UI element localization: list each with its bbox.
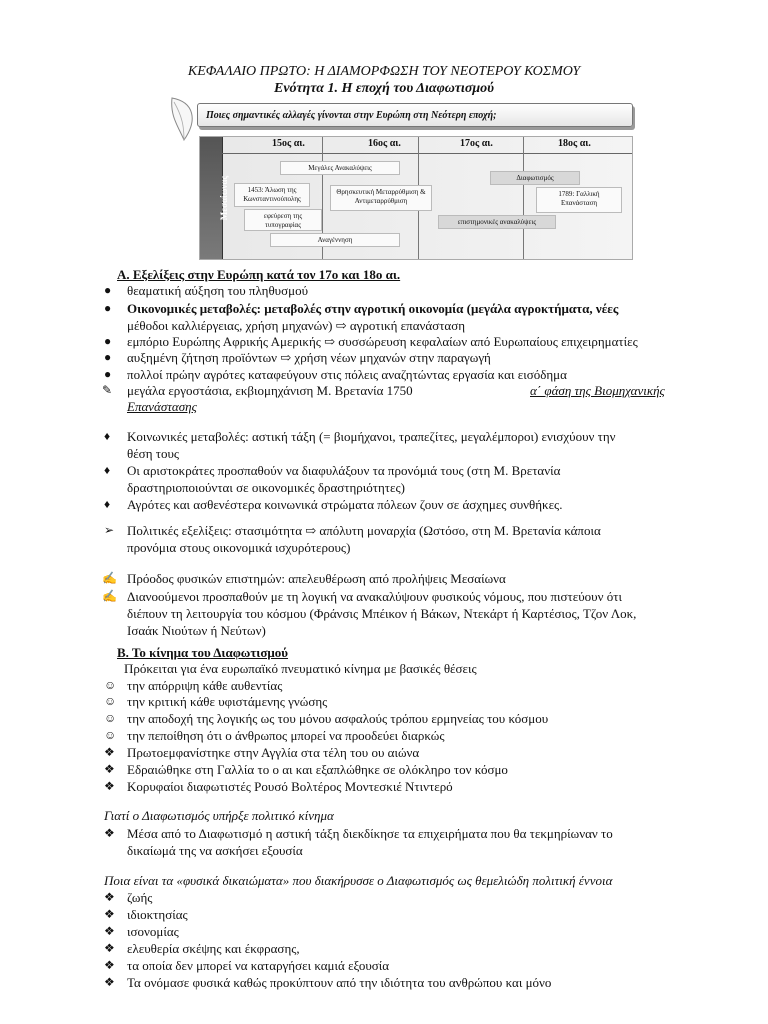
list-item: α΄ φάση της Βιομηχανικής <box>530 383 665 398</box>
list-item: δραστηριοποιούνται σε οικονομικές δραστηριότητες) <box>127 480 405 495</box>
list-item: Κορυφαίοι διαφωτιστές Ρουσό Βολτέρος Μοντεσκιέ Ντιντερό <box>127 779 453 794</box>
century-16: 16ος αι. <box>368 138 401 149</box>
timeline-century-header <box>222 137 632 154</box>
list-item: ζωής <box>127 890 153 905</box>
list-item: μεγάλα εργοστάσια, εκβιομηχάνιση Μ. Βρετανία 1750 <box>127 383 413 398</box>
list-item: την αποδοχή της λογικής ως του μόνου ασφαλούς τρόπου ερμηνείας του κόσμου <box>127 711 549 726</box>
box-enlightenment: Διαφωτισμός <box>490 171 580 185</box>
chapter-title: ΚΕΦΑΛΑΙΟ ΠΡΩΤΟ: Η ΔΙΑΜΟΡΦΩΣΗ ΤΟΥ ΝΕΟΤΕΡΟΥ ΚΟΣΜΟΥ <box>187 64 581 79</box>
smiley-icon: ☺ <box>104 678 117 692</box>
century-15: 15ος αι. <box>272 138 305 149</box>
smiley-icon: ☺ <box>104 728 117 742</box>
bullet-icon: ● <box>104 367 112 381</box>
list-item: ιδιοκτησίας <box>127 907 188 922</box>
clover-icon: ❖ <box>104 941 115 955</box>
pen-icon: ✍ <box>102 589 117 603</box>
list-item: Διανοούμενοι προσπαθούν με τη λογική να ανακαλύψουν φυσικούς νόμους, που πιστεύουν ότι <box>127 589 622 604</box>
timeline-divider <box>523 137 524 259</box>
list-item: Πολιτικές εξελίξεις: στασιμότητα ⇨ απόλυτη μοναρχία (Ωστόσο, στη Μ. Βρετανία κάποια <box>127 523 601 538</box>
century-18: 18ος αι. <box>558 138 591 149</box>
list-item: θεαματική αύξηση του πληθυσμού <box>127 283 309 298</box>
section-a-heading: Α. Εξελίξεις στην Ευρώπη κατά τον 17ο και 18ο αι. <box>117 267 401 282</box>
list-item: Μέσα από το Διαφωτισμό η αστική τάξη διεκδίκησε τα επιχειρήματα που θα τεκμηρίωναν το <box>127 826 613 841</box>
clover-icon: ❖ <box>104 924 115 938</box>
list-item: Ισαάκ Νιούτων ή Νεύτων) <box>127 623 266 638</box>
list-item: τα οποία δεν μπορεί να καταργήσει καμιά εξουσία <box>127 958 390 973</box>
smiley-icon: ☺ <box>104 711 117 725</box>
clover-icon: ❖ <box>104 890 115 904</box>
clover-icon: ❖ <box>104 907 115 921</box>
diamond-icon: ♦ <box>104 463 111 477</box>
clover-icon: ❖ <box>104 826 115 840</box>
question-rights: Ποια είναι τα «φυσικά δικαιώματα» που διακήρυσσε ο Διαφωτισμός ως θεμελιώδη πολιτική έννοια <box>104 873 613 888</box>
box-renaissance: Αναγέννηση <box>270 233 400 247</box>
list-item: Οι αριστοκράτες προσπαθούν να διαφυλάξουν τα προνόμιά τους (στη Μ. Βρετανία <box>127 463 561 478</box>
clover-icon: ❖ <box>104 762 115 776</box>
box-french-revolution: 1789: Γαλλική Επανάσταση <box>536 187 622 213</box>
section-b-heading: Β. Το κίνημα του Διαφωτισμού <box>117 645 289 660</box>
clover-icon: ❖ <box>104 779 115 793</box>
list-item: θέση τους <box>127 446 180 461</box>
arrow-icon: ➢ <box>104 523 115 537</box>
box-reformation: Θρησκευτική Μεταρρύθμιση & Αντιμεταρρύθμιση <box>330 185 432 211</box>
list-item: Εδραιώθηκε στη Γαλλία το ο αι και εξαπλώθηκε σε ολόκληρο τον κόσμο <box>127 762 508 777</box>
pen-icon: ✍ <box>102 571 117 585</box>
timeline-side-label: Μεσαίωνας <box>200 137 223 259</box>
list-item: Τα ονόμασε φυσικά καθώς προκύπτουν από την ιδιότητα του ανθρώπου και μόνο <box>127 975 552 990</box>
list-item: Πρόοδος φυσικών επιστημών: απελευθέρωση από προλήψεις Μεσαίωνα <box>127 571 506 586</box>
box-scientific-discoveries: επιστημονικές ανακαλύψεις <box>438 215 556 229</box>
smiley-icon: ☺ <box>104 694 117 708</box>
diamond-icon: ♦ <box>104 497 111 511</box>
list-item: Επανάστασης <box>127 399 197 414</box>
list-item: Κοινωνικές μεταβολές: αστική τάξη (= βιομήχανοι, τραπεζίτες, μεγαλέμποροι) ενισχύουν την <box>127 429 616 444</box>
list-item: την πεποίθηση ότι ο άνθρωπος μπορεί να προοδεύει διαρκώς <box>127 728 445 743</box>
pencil-icon: ✎ <box>102 383 113 397</box>
clover-icon: ❖ <box>104 958 115 972</box>
bullet-icon: ● <box>104 283 112 297</box>
list-item: αυξημένη ζήτηση προϊόντων ⇨ χρήση νέων μηχανών στην παραγωγή <box>127 350 491 365</box>
list-item: προνόμια στους οικονομικά ισχυρότερους) <box>127 540 351 555</box>
list-item: Πρωτοεμφανίστηκε στην Αγγλία στα τέλη του ου αιώνα <box>127 745 420 760</box>
leaf-icon <box>168 96 198 142</box>
box-discoveries: Μεγάλες Ανακαλύψεις <box>280 161 400 175</box>
timeline-figure <box>199 136 633 260</box>
figure-question-banner: Ποιες σημαντικές αλλαγές γίνονται στην Ευρώπη στη Νεότερη εποχή; <box>197 103 633 127</box>
list-item: διέπουν τη λειτουργία του κόσμου (Φράνσις Μπέικον ή Βάκων, Ντεκάρτ ή Καρτέσιος, Τζον Λοκ, <box>127 606 637 621</box>
list-item: ελευθερία σκέψης και έκφρασης, <box>127 941 300 956</box>
bullet-icon: ● <box>104 334 112 348</box>
list-item: την απόρριψη κάθε αυθεντίας <box>127 678 283 693</box>
bullet-icon: ● <box>104 301 112 315</box>
list-item: εμπόριο Ευρώπης Αφρικής Αμερικής ⇨ συσσώρευση κεφαλαίων από Ευρωπαίους επιχειρηματίες <box>127 334 638 349</box>
list-item: μέθοδοι καλλιέργειας, χρήση μηχανών) ⇨ αγροτική επανάσταση <box>127 318 466 333</box>
clover-icon: ❖ <box>104 745 115 759</box>
bullet-icon: ● <box>104 350 112 364</box>
diamond-icon: ♦ <box>104 429 111 443</box>
section-b-intro: Πρόκειται για ένα ευρωπαϊκό πνευματικό κίνημα με βασικές θέσεις <box>124 661 477 676</box>
box-fall-constantinople: 1453: Άλωση της Κωνσταντινούπολης <box>234 183 310 207</box>
list-item: Αγρότες και ασθενέστερα κοινωνικά στρώματα πόλεων ζουν σε άσχημες συνθήκες. <box>127 497 563 512</box>
list-item: Οικονομικές μεταβολές: μεταβολές στην αγροτική οικονομία (μεγάλα αγροκτήματα, νέες <box>127 301 619 316</box>
question-political: Γιατί ο Διαφωτισμός υπήρξε πολιτικό κίνημα <box>104 808 334 823</box>
list-item: ισονομίας <box>127 924 179 939</box>
list-item: την κριτική κάθε υφιστάμενης γνώσης <box>127 694 328 709</box>
list-item: πολλοί πρώην αγρότες καταφεύγουν στις πόλεις αναζητώντας εργασία και εισόδημα <box>127 367 567 382</box>
clover-icon: ❖ <box>104 975 115 989</box>
century-17: 17ος αι. <box>460 138 493 149</box>
unit-title: Ενότητα 1. Η εποχή του Διαφωτισμού <box>273 81 495 96</box>
list-item: δικαίωμά της να ασκήσει εξουσία <box>127 843 303 858</box>
box-printing: εφεύρεση της τυπογραφίας <box>244 209 322 231</box>
